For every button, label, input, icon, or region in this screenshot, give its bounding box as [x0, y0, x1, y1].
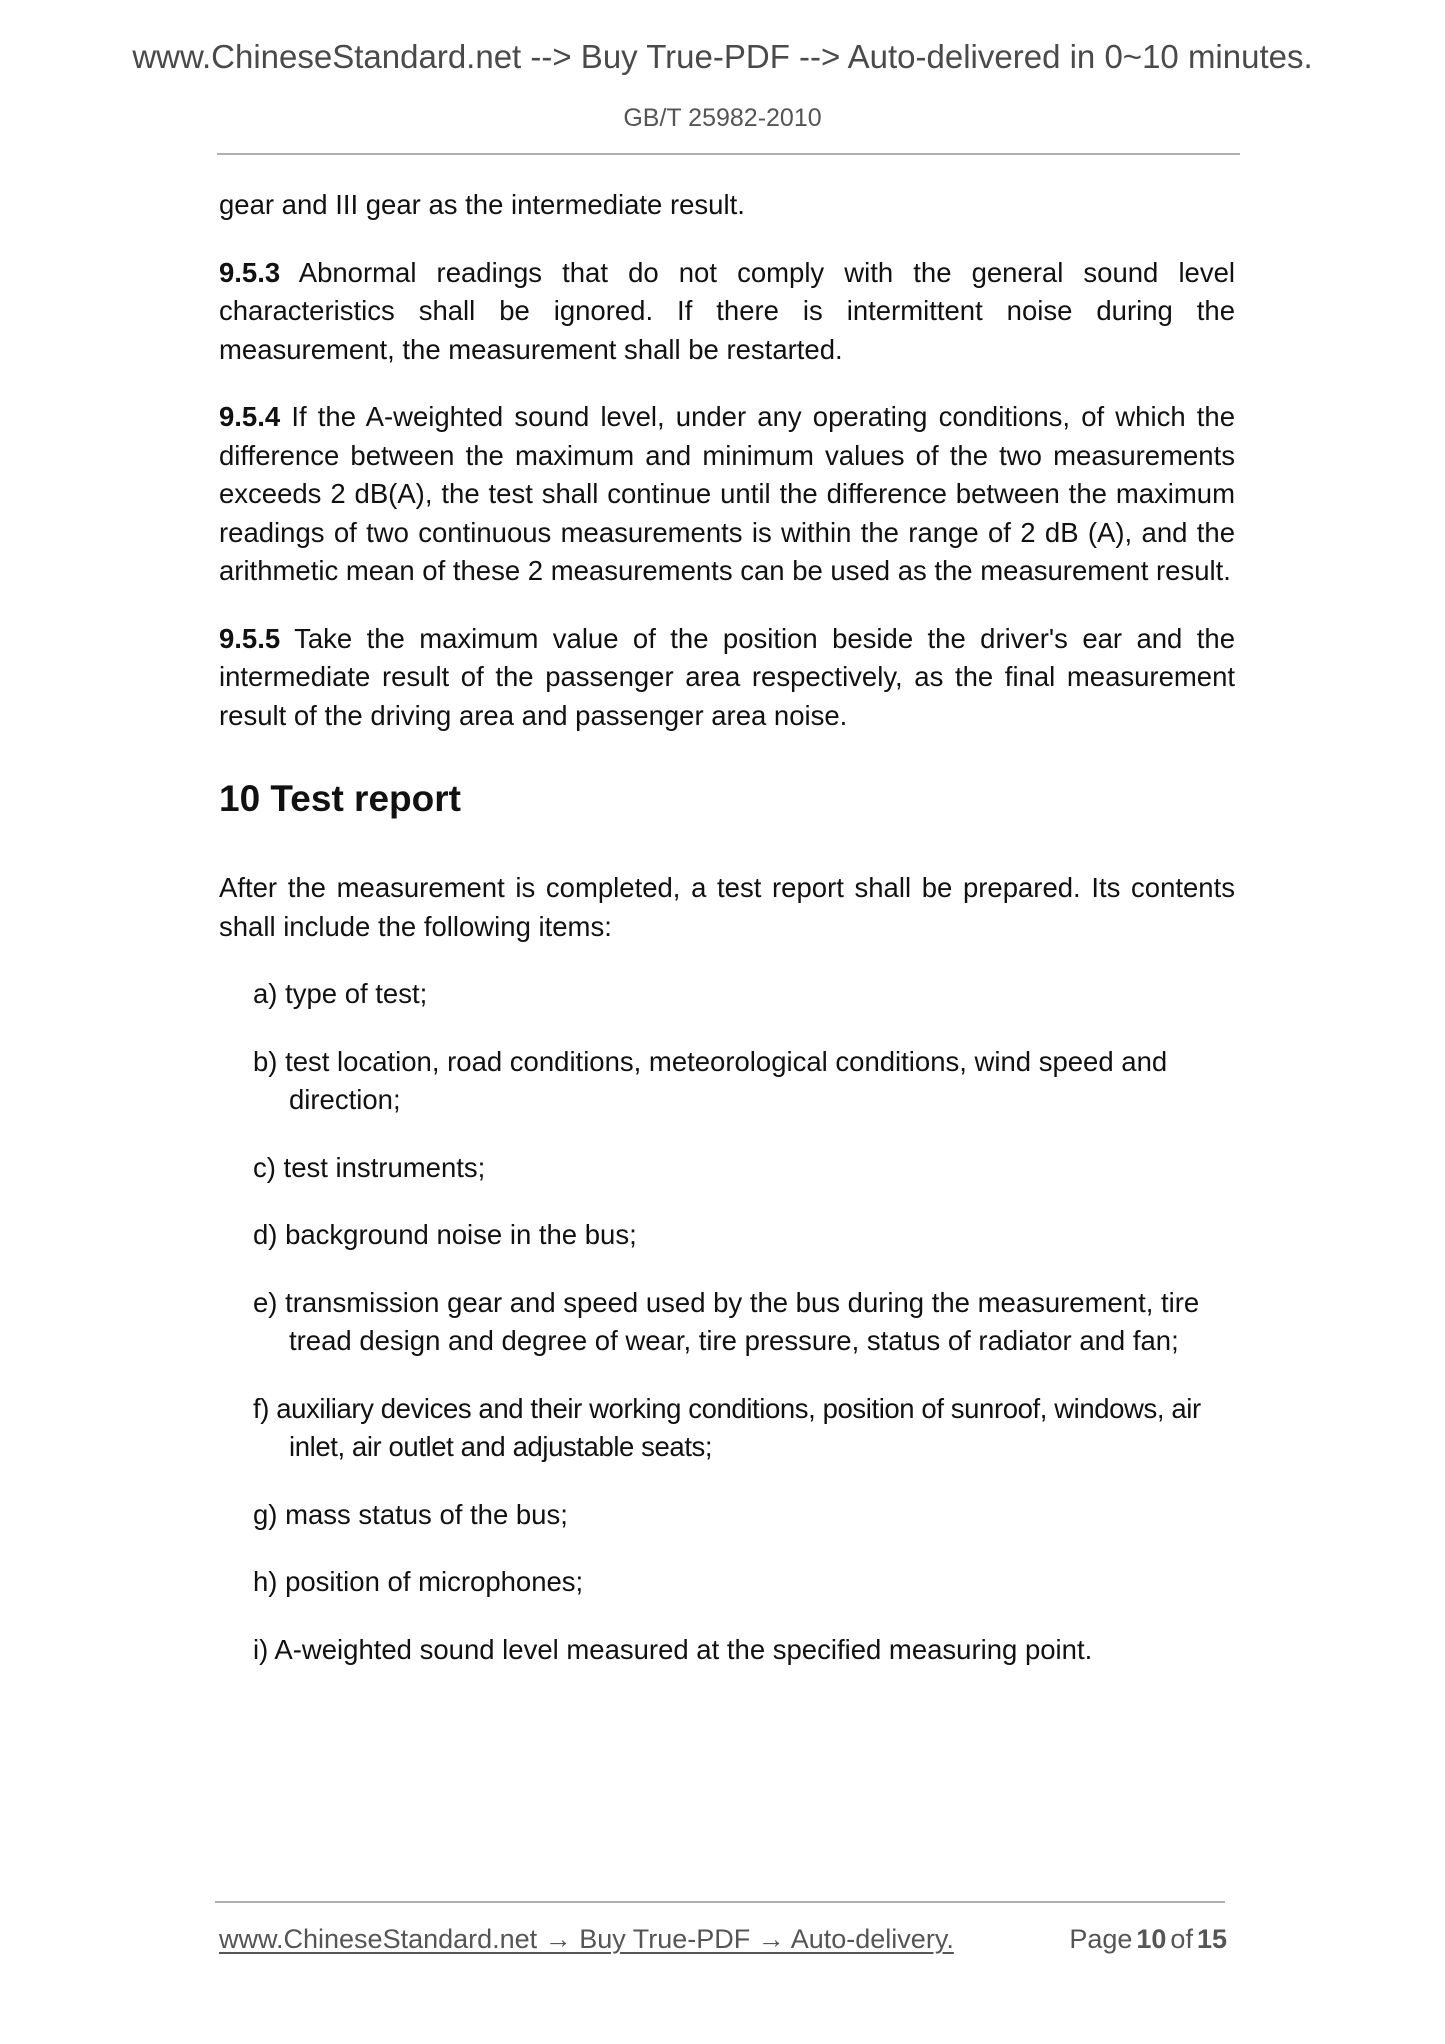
section-intro: After the measurement is completed, a test report shall be prepared. Its contents shall include the following items: — [219, 872, 1235, 942]
report-items-list — [219, 975, 1235, 1669]
list-item: i) A-weighted sound level measured at the specified measuring point. — [253, 1633, 1093, 1665]
page-label: Page — [1069, 1924, 1133, 1954]
section-heading: 10 Test report — [219, 778, 461, 819]
clause-number: 9.5.4 — [219, 401, 281, 432]
clause-text: If the A-weighted sound level, under any operating conditions, of which the difference between the maximum and minimum values of the two measurements exceeds 2 dB(A), the test shall continue until the difference between the maximum readings of two continuous measurements is within the range of 2 dB (A), and the arithmetic mean of these 2 measurements can be used as the measurement result. — [219, 401, 1235, 586]
footer-link[interactable]: www.ChineseStandard.net → Buy True-PDF → Auto-delivery. — [219, 1924, 954, 1954]
list-item: b) test location, road conditions, meteorological conditions, wind speed and direction; — [253, 1045, 1168, 1115]
list-item: a) type of test; — [253, 978, 428, 1009]
header-divider — [217, 153, 1240, 155]
clause-number: 9.5.3 — [219, 256, 281, 288]
page-current: 10 — [1136, 1924, 1167, 1954]
page-indicator — [1065, 1924, 1227, 1955]
list-item: g) mass status of the bus; — [253, 1498, 568, 1530]
page-content — [219, 186, 1235, 1698]
list-item: e) transmission gear and speed used by the bus during the measurement, tire tread design and degree of wear, tire pressure, status of radiator and fan; — [253, 1286, 1200, 1356]
standard-code: GB/T 25982-2010 — [623, 104, 822, 132]
clause-9-5-4 — [219, 398, 1235, 591]
list-item: f) auxiliary devices and their working conditions, position of sunroof, windows, air inlet, air outlet and adjustable seats; — [253, 1392, 1201, 1462]
continuation-text: gear and III gear as the intermediate result. — [219, 189, 745, 220]
list-item: d) background noise in the bus; — [253, 1219, 637, 1250]
clause-9-5-5 — [219, 620, 1235, 736]
page-of-label: of — [1170, 1924, 1193, 1954]
footer-divider — [215, 1901, 1225, 1903]
clause-number: 9.5.5 — [219, 622, 281, 654]
list-item: c) test instruments; — [253, 1151, 486, 1183]
clause-text: Abnormal readings that do not comply with the general sound level characteristics shall be ignored. If there is intermittent noise during the measurement, the measurement shall be restarted. — [219, 256, 1235, 365]
list-item: h) position of microphones; — [253, 1566, 584, 1597]
clause-text: Take the maximum value of the position beside the driver's ear and the intermediate result of the passenger area respectively, as the final measurement result of the driving area and passenger area noise. — [219, 622, 1235, 731]
page-total: 15 — [1196, 1924, 1227, 1954]
clause-9-5-3 — [219, 254, 1235, 370]
top-banner: www.ChineseStandard.net --> Buy True-PDF --> Auto-delivered in 0~10 minutes. — [132, 38, 1313, 75]
page-footer — [219, 1924, 1227, 1955]
